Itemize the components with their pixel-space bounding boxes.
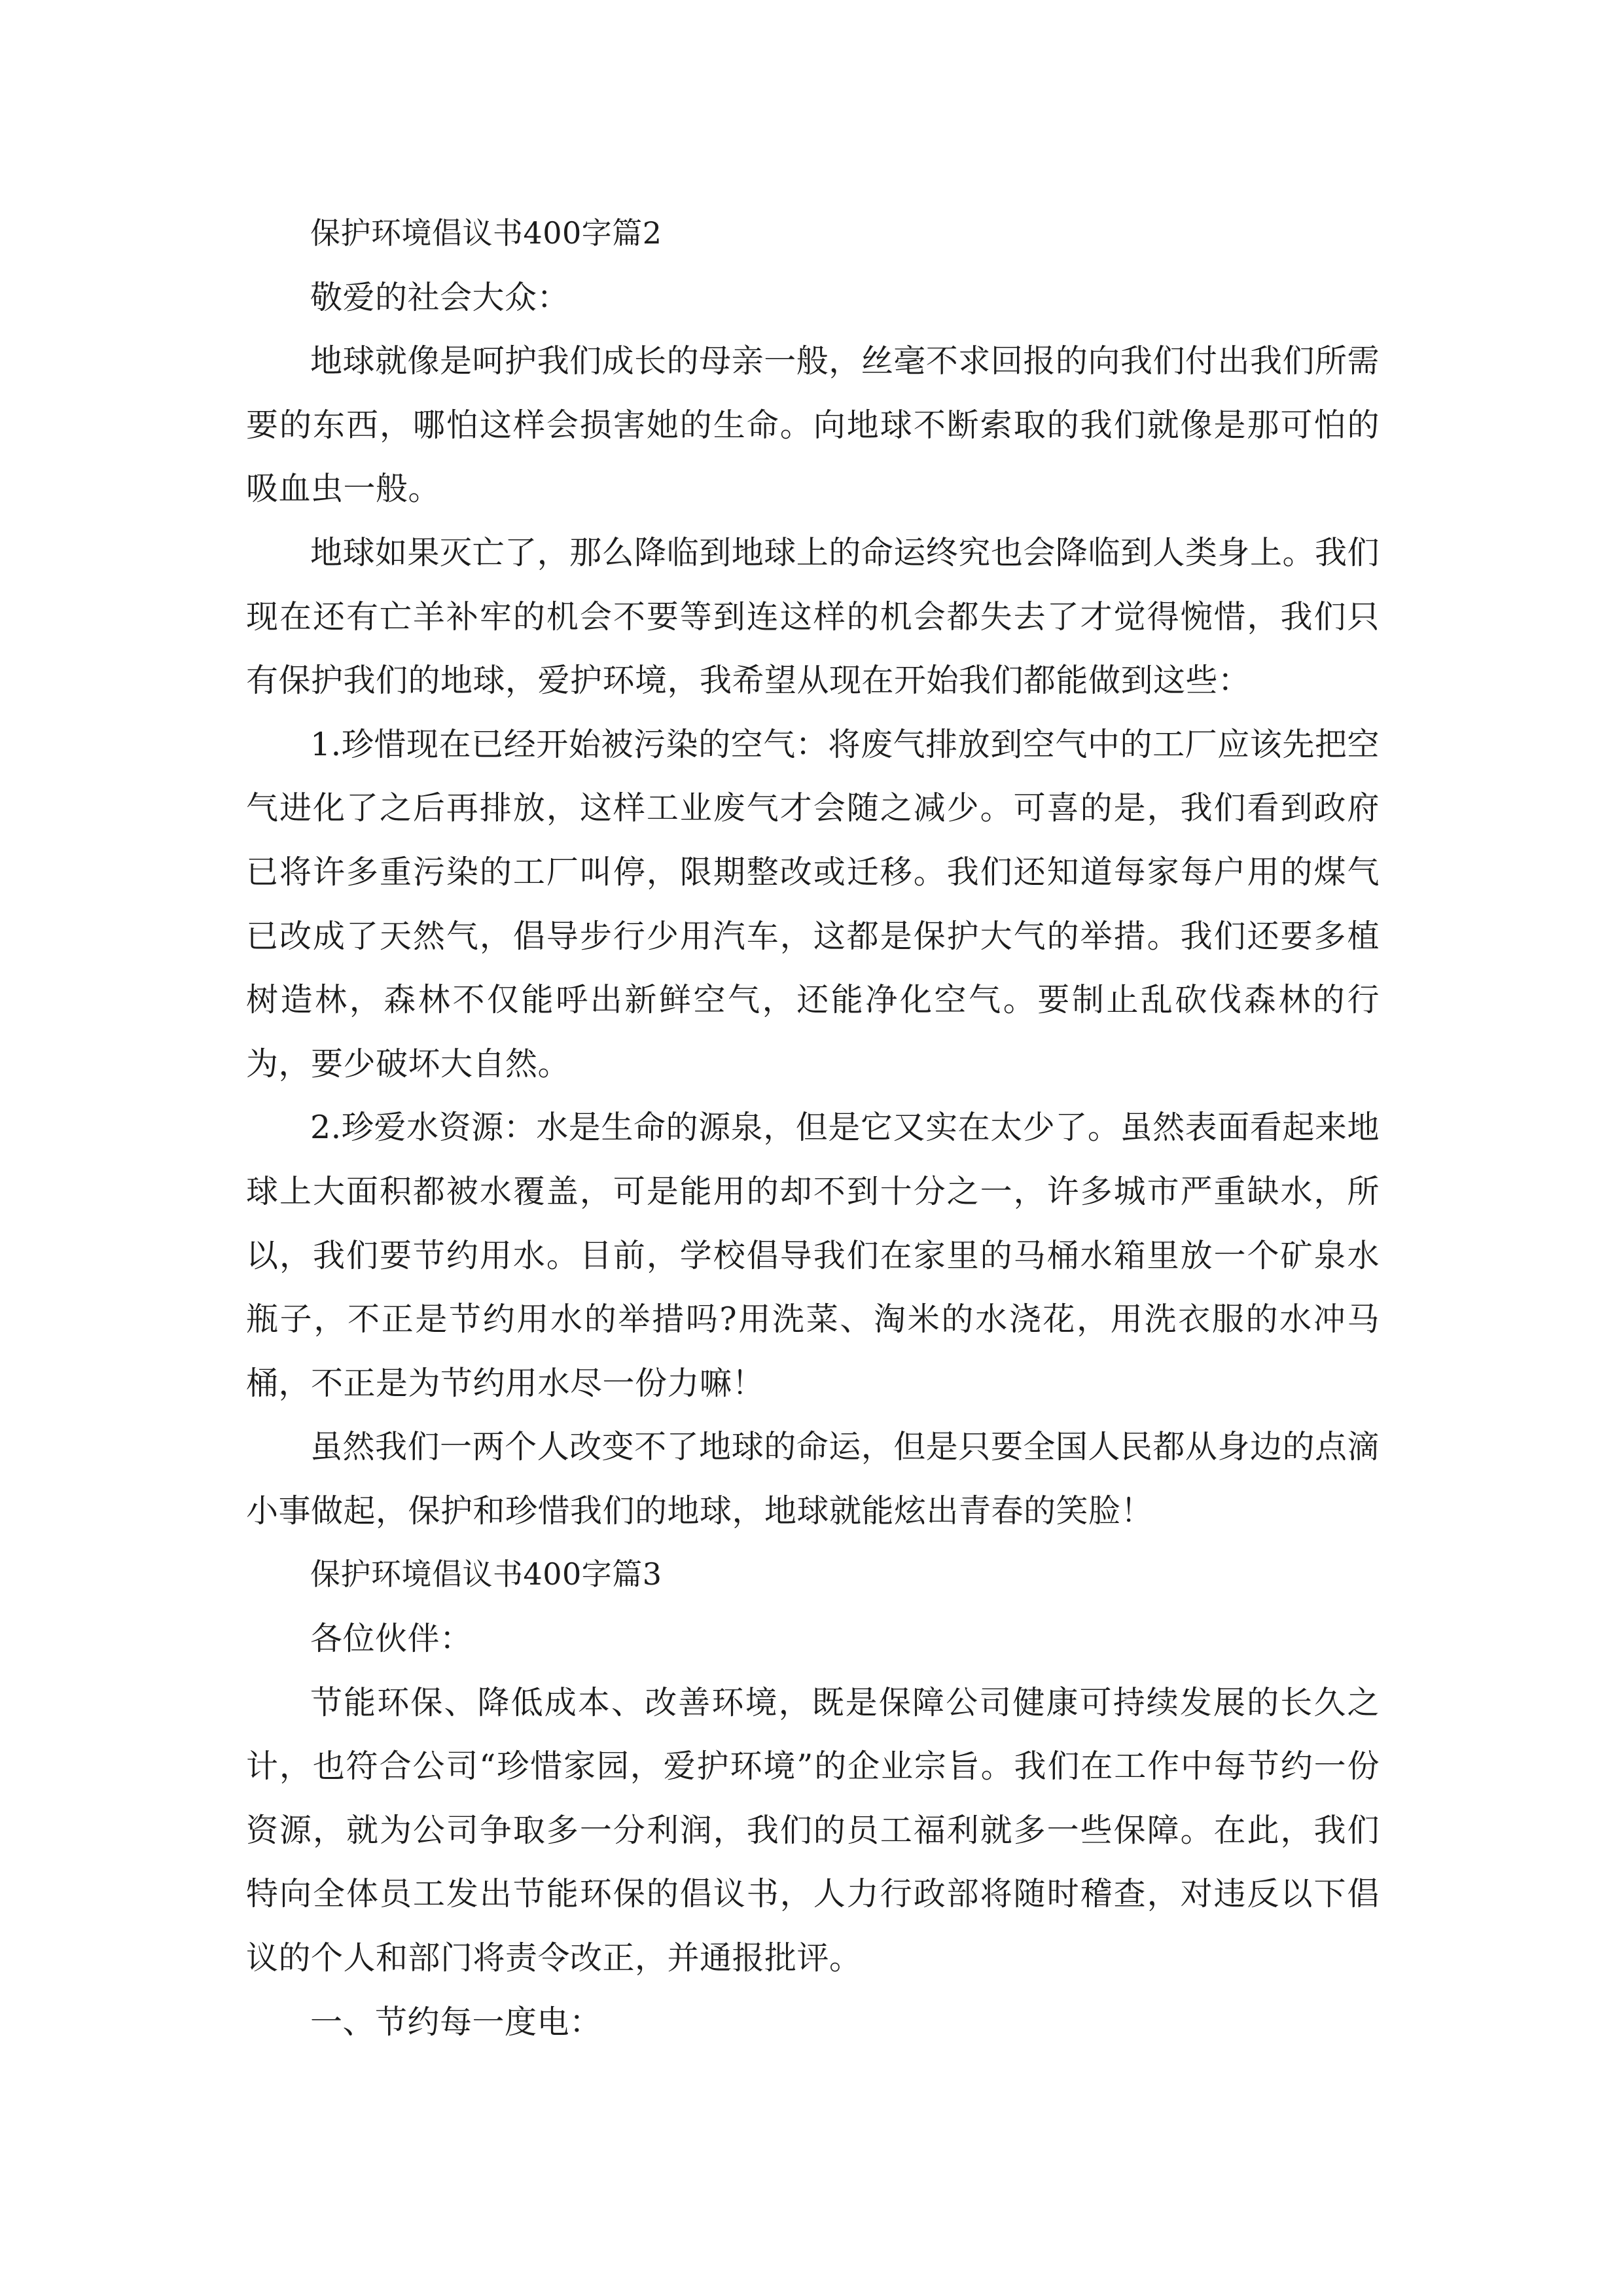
document-body xyxy=(246,202,1380,2054)
salutation: 敬爱的社会大众： xyxy=(310,278,570,316)
body-paragraph: 节能环保、降低成本、改善环境，既是保障公司健康可持续发展的长久之计，也符合公司“珍惜家园，爱护环境”的企业宗旨。我们在工作中每节约一份资源，就为公司争取多一分利润，我们的员工福利就多一些保障。在此，我们特向全体员工发出节能环保的倡议书，人力行政部将随时稽查，对违反以下倡议的个人和部门将责令改正，并通报批评。 xyxy=(246,1683,1380,1977)
section-heading: 保护环境倡议书400字篇2 xyxy=(310,215,662,251)
salutation: 各位伙伴： xyxy=(310,1620,473,1658)
body-paragraph: 地球如果灭亡了，那么降临到地球上的命运终究也会降临到人类身上。我们现在还有亡羊补牢的机会不要等到连这样的机会都失去了才觉得惋惜，我们只有保护我们的地球，爱护环境，我希望从现在开始我们都能做到这些： xyxy=(246,533,1380,700)
body-paragraph: 虽然我们一两个人改变不了地球的命运，但是只要全国人民都从身边的点滴小事做起，保护和珍惜我们的地球，地球就能炫出青春的笑脸！ xyxy=(246,1428,1380,1530)
body-paragraph: 一、节约每一度电： xyxy=(310,2003,602,2041)
section-heading: 保护环境倡议书400字篇3 xyxy=(310,1556,662,1592)
body-paragraph: 地球就像是呵护我们成长的母亲一般，丝毫不求回报的向我们付出我们所需要的东西，哪怕这样会损害她的生命。向地球不断索取的我们就像是那可怕的吸血虫一般。 xyxy=(246,342,1380,508)
body-paragraph: 1.珍惜现在已经开始被污染的空气：将废气排放到空气中的工厂应该先把空气进化了之后再排放，这样工业废气才会随之减少。可喜的是，我们看到政府已将许多重污染的工厂叫停，限期整改或迁移。我们还知道每家每户用的煤气已改成了天然气，倡导步行少用汽车，这都是保护大气的举措。我们还要多植树造林，森林不仅能呼出新鲜空气，还能净化空气。要制止乱砍伐森林的行为，要少破坏大自然。 xyxy=(246,725,1380,1083)
body-paragraph: 2.珍爱水资源：水是生命的源泉，但是它又实在太少了。虽然表面看起来地球上大面积都被水覆盖，可是能用的却不到十分之一，许多城市严重缺水，所以，我们要节约用水。目前，学校倡导我们在家里的马桶水箱里放一个矿泉水瓶子，不正是节约用水的举措吗?用洗菜、淘米的水浇花，用洗衣服的水冲马桶，不正是为节约用水尽一份力嘛！ xyxy=(246,1109,1380,1402)
